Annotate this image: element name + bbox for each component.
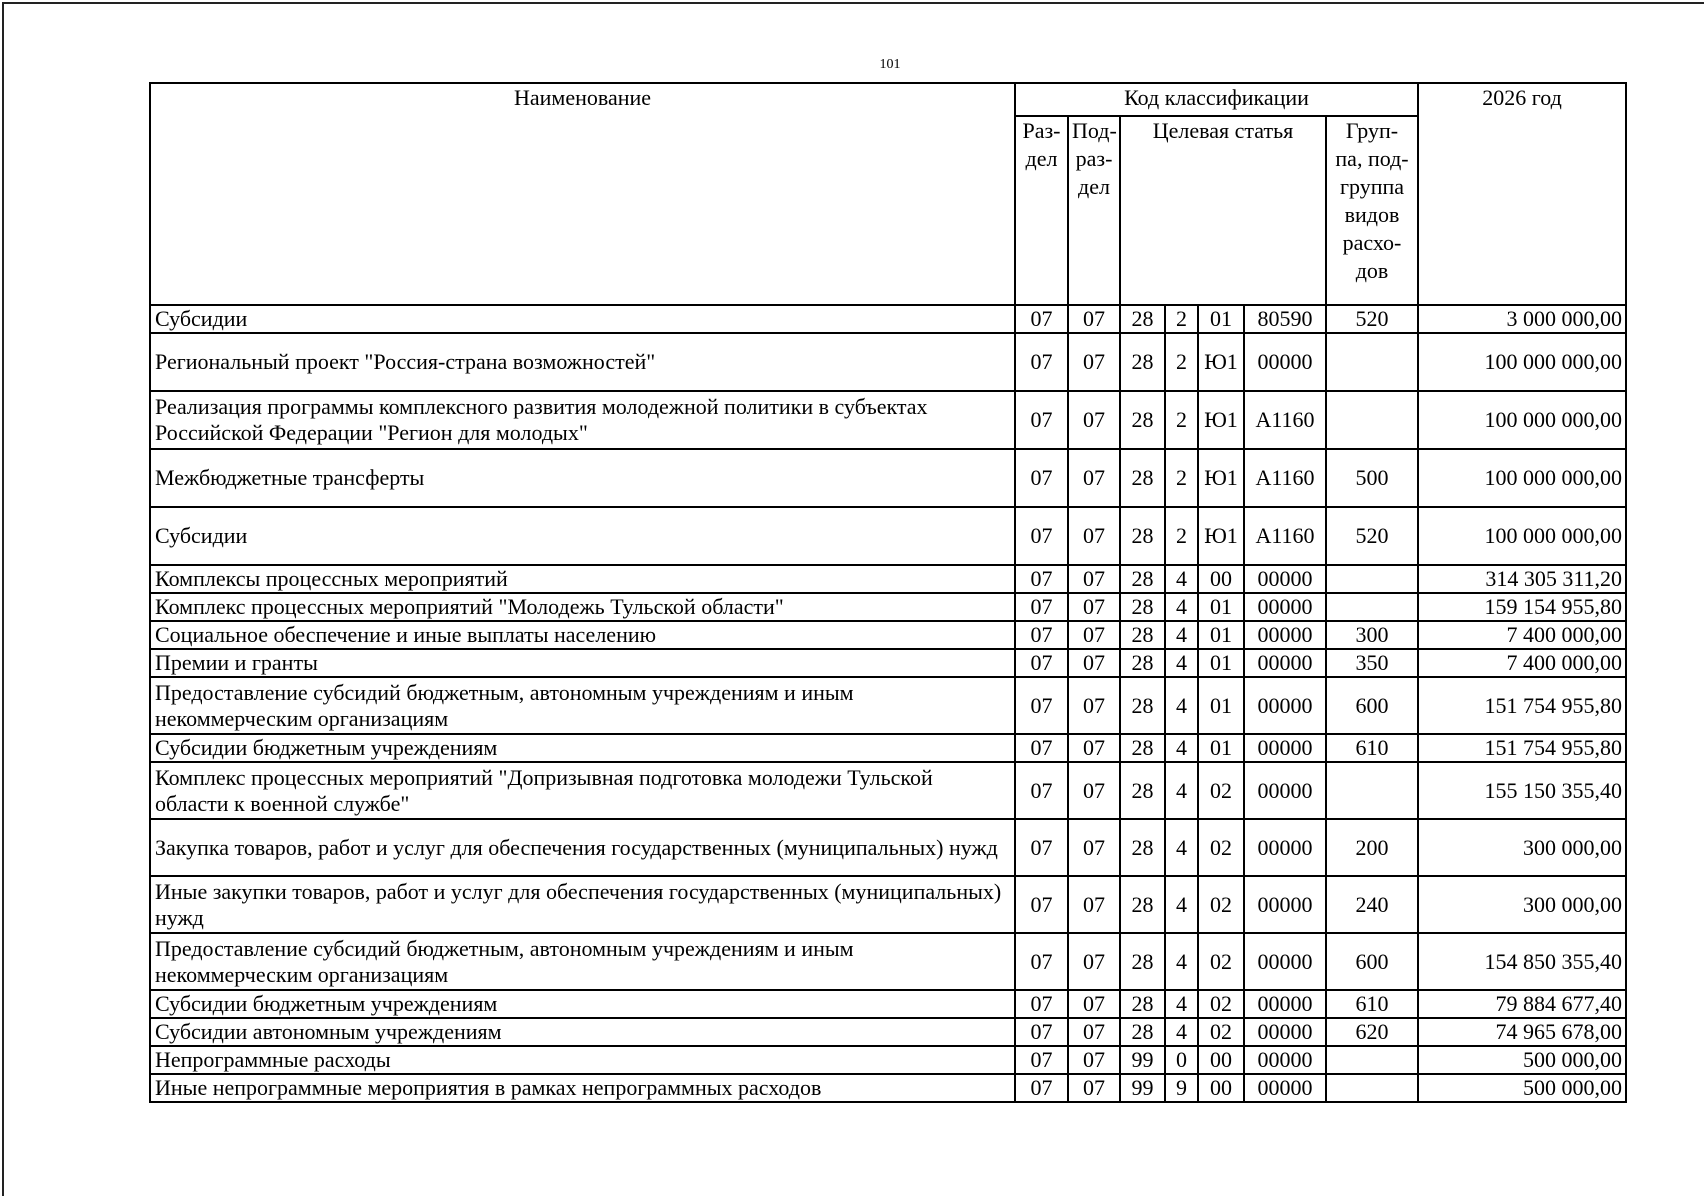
cell-target-type: 4 — [1165, 621, 1198, 649]
table-row — [150, 762, 1626, 819]
cell-subsection: 07 — [1068, 449, 1120, 507]
cell-target-element: 02 — [1198, 990, 1244, 1018]
cell-amount: 155 150 355,40 — [1418, 762, 1626, 819]
cell-name: Субсидии бюджетным учреждениям — [150, 734, 1015, 762]
cell-amount: 500 000,00 — [1418, 1074, 1626, 1102]
cell-target-program: 28 — [1120, 507, 1165, 565]
cell-target-program: 28 — [1120, 649, 1165, 677]
table-row — [150, 333, 1626, 391]
cell-expense-group — [1326, 565, 1418, 593]
cell-target-program: 28 — [1120, 990, 1165, 1018]
cell-expense-group — [1326, 1046, 1418, 1074]
cell-target-type: 2 — [1165, 391, 1198, 449]
cell-target-type: 2 — [1165, 333, 1198, 391]
cell-expense-group — [1326, 391, 1418, 449]
cell-target-element: 00 — [1198, 1046, 1244, 1074]
cell-target-element: Ю1 — [1198, 391, 1244, 449]
cell-section: 07 — [1015, 391, 1068, 449]
cell-subsection: 07 — [1068, 507, 1120, 565]
cell-target-direction: 00000 — [1244, 1018, 1326, 1046]
table-row — [150, 1046, 1626, 1074]
page-number: 101 — [879, 57, 901, 72]
cell-subsection: 07 — [1068, 593, 1120, 621]
header-section: Раз- дел — [1015, 116, 1068, 305]
cell-expense-group: 300 — [1326, 621, 1418, 649]
cell-name: Предоставление субсидий бюджетным, автономным учреждениям и иным некоммерческим организациям — [150, 677, 1015, 734]
cell-subsection: 07 — [1068, 391, 1120, 449]
cell-target-element: 01 — [1198, 734, 1244, 762]
cell-amount: 100 000 000,00 — [1418, 507, 1626, 565]
cell-subsection: 07 — [1068, 305, 1120, 333]
cell-amount: 7 400 000,00 — [1418, 621, 1626, 649]
cell-target-element: 01 — [1198, 593, 1244, 621]
header-code-classification: Код классификации — [1015, 83, 1418, 116]
cell-subsection: 07 — [1068, 734, 1120, 762]
cell-expense-group — [1326, 593, 1418, 621]
cell-target-program: 28 — [1120, 819, 1165, 876]
cell-target-direction: 00000 — [1244, 649, 1326, 677]
cell-target-element: 02 — [1198, 933, 1244, 990]
table-row — [150, 649, 1626, 677]
cell-subsection: 07 — [1068, 762, 1120, 819]
cell-name: Региональный проект "Россия-страна возможностей" — [150, 333, 1015, 391]
cell-name: Комплекс процессных мероприятий "Молодежь Тульской области" — [150, 593, 1015, 621]
cell-target-element: 01 — [1198, 677, 1244, 734]
table-row — [150, 305, 1626, 333]
cell-amount: 100 000 000,00 — [1418, 449, 1626, 507]
cell-name: Субсидии бюджетным учреждениям — [150, 990, 1015, 1018]
header-subsection: Под- раз- дел — [1068, 116, 1120, 305]
cell-target-program: 28 — [1120, 449, 1165, 507]
cell-target-type: 4 — [1165, 762, 1198, 819]
cell-target-type: 4 — [1165, 734, 1198, 762]
cell-section: 07 — [1015, 621, 1068, 649]
table-row — [150, 621, 1626, 649]
cell-name: Межбюджетные трансферты — [150, 449, 1015, 507]
table-row — [150, 819, 1626, 876]
cell-subsection: 07 — [1068, 649, 1120, 677]
cell-expense-group: 600 — [1326, 933, 1418, 990]
cell-name: Социальное обеспечение и иные выплаты населению — [150, 621, 1015, 649]
cell-name: Комплекс процессных мероприятий "Допризывная подготовка молодежи Тульской области к военной службе" — [150, 762, 1015, 819]
cell-target-element: 02 — [1198, 876, 1244, 933]
cell-target-element: 02 — [1198, 819, 1244, 876]
cell-amount: 300 000,00 — [1418, 876, 1626, 933]
cell-amount: 500 000,00 — [1418, 1046, 1626, 1074]
table-row — [150, 593, 1626, 621]
cell-name: Субсидии автономным учреждениям — [150, 1018, 1015, 1046]
cell-target-direction: 00000 — [1244, 677, 1326, 734]
table-header — [150, 83, 1626, 305]
cell-target-type: 4 — [1165, 593, 1198, 621]
cell-amount: 79 884 677,40 — [1418, 990, 1626, 1018]
budget-table — [149, 82, 1627, 1103]
cell-target-element: 02 — [1198, 1018, 1244, 1046]
header-name: Наименование — [150, 83, 1015, 305]
cell-expense-group: 240 — [1326, 876, 1418, 933]
header-year: 2026 год — [1418, 83, 1626, 305]
cell-expense-group: 620 — [1326, 1018, 1418, 1046]
cell-target-direction: А1160 — [1244, 391, 1326, 449]
cell-name: Субсидии — [150, 305, 1015, 333]
cell-target-direction: 00000 — [1244, 565, 1326, 593]
cell-target-program: 28 — [1120, 565, 1165, 593]
cell-subsection: 07 — [1068, 933, 1120, 990]
cell-expense-group — [1326, 762, 1418, 819]
cell-section: 07 — [1015, 333, 1068, 391]
cell-target-direction: 00000 — [1244, 333, 1326, 391]
cell-target-direction: 00000 — [1244, 990, 1326, 1018]
cell-section: 07 — [1015, 1018, 1068, 1046]
cell-target-program: 28 — [1120, 734, 1165, 762]
table-row — [150, 449, 1626, 507]
cell-amount: 151 754 955,80 — [1418, 734, 1626, 762]
cell-subsection: 07 — [1068, 1046, 1120, 1074]
cell-target-program: 28 — [1120, 1018, 1165, 1046]
cell-target-type: 4 — [1165, 933, 1198, 990]
cell-expense-group — [1326, 333, 1418, 391]
cell-target-program: 99 — [1120, 1074, 1165, 1102]
cell-target-program: 99 — [1120, 1046, 1165, 1074]
cell-amount: 100 000 000,00 — [1418, 391, 1626, 449]
cell-section: 07 — [1015, 593, 1068, 621]
cell-target-type: 4 — [1165, 990, 1198, 1018]
cell-subsection: 07 — [1068, 565, 1120, 593]
cell-amount: 159 154 955,80 — [1418, 593, 1626, 621]
cell-target-type: 2 — [1165, 507, 1198, 565]
cell-amount: 300 000,00 — [1418, 819, 1626, 876]
cell-target-type: 0 — [1165, 1046, 1198, 1074]
cell-target-type: 2 — [1165, 449, 1198, 507]
cell-section: 07 — [1015, 565, 1068, 593]
cell-section: 07 — [1015, 876, 1068, 933]
cell-target-program: 28 — [1120, 933, 1165, 990]
cell-name: Закупка товаров, работ и услуг для обеспечения государственных (муниципальных) нужд — [150, 819, 1015, 876]
cell-expense-group: 520 — [1326, 507, 1418, 565]
cell-target-direction: 00000 — [1244, 593, 1326, 621]
cell-target-type: 4 — [1165, 819, 1198, 876]
cell-target-type: 4 — [1165, 876, 1198, 933]
cell-name: Иные непрограммные мероприятия в рамках непрограммных расходов — [150, 1074, 1015, 1102]
table-row — [150, 876, 1626, 933]
cell-target-element: 01 — [1198, 621, 1244, 649]
cell-section: 07 — [1015, 1046, 1068, 1074]
table-row — [150, 1074, 1626, 1102]
cell-target-type: 4 — [1165, 1018, 1198, 1046]
cell-target-program: 28 — [1120, 762, 1165, 819]
cell-target-element: Ю1 — [1198, 507, 1244, 565]
table-row — [150, 565, 1626, 593]
cell-subsection: 07 — [1068, 876, 1120, 933]
cell-amount: 314 305 311,20 — [1418, 565, 1626, 593]
cell-name: Премии и гранты — [150, 649, 1015, 677]
cell-name: Субсидии — [150, 507, 1015, 565]
table-row — [150, 933, 1626, 990]
cell-section: 07 — [1015, 933, 1068, 990]
cell-name: Реализация программы комплексного развития молодежной политики в субъектах Российской Федерации "Регион для молодых" — [150, 391, 1015, 449]
cell-target-element: 00 — [1198, 565, 1244, 593]
cell-name: Комплексы процессных мероприятий — [150, 565, 1015, 593]
cell-target-direction: 00000 — [1244, 734, 1326, 762]
cell-target-program: 28 — [1120, 593, 1165, 621]
cell-section: 07 — [1015, 762, 1068, 819]
cell-expense-group: 500 — [1326, 449, 1418, 507]
table-row — [150, 507, 1626, 565]
cell-amount: 151 754 955,80 — [1418, 677, 1626, 734]
cell-section: 07 — [1015, 677, 1068, 734]
cell-target-program: 28 — [1120, 677, 1165, 734]
table-body — [150, 305, 1626, 1102]
table-row — [150, 1018, 1626, 1046]
cell-target-direction: 80590 — [1244, 305, 1326, 333]
cell-expense-group: 600 — [1326, 677, 1418, 734]
cell-target-program: 28 — [1120, 305, 1165, 333]
cell-target-program: 28 — [1120, 876, 1165, 933]
cell-target-program: 28 — [1120, 391, 1165, 449]
cell-subsection: 07 — [1068, 677, 1120, 734]
cell-amount: 154 850 355,40 — [1418, 933, 1626, 990]
cell-expense-group: 520 — [1326, 305, 1418, 333]
cell-target-direction: 00000 — [1244, 819, 1326, 876]
cell-section: 07 — [1015, 507, 1068, 565]
cell-amount: 7 400 000,00 — [1418, 649, 1626, 677]
cell-target-direction: А1160 — [1244, 507, 1326, 565]
cell-target-direction: 00000 — [1244, 933, 1326, 990]
cell-target-element: 02 — [1198, 762, 1244, 819]
cell-target-type: 4 — [1165, 565, 1198, 593]
cell-target-element: Ю1 — [1198, 449, 1244, 507]
header-target-article: Целевая статья — [1120, 116, 1326, 305]
cell-target-type: 2 — [1165, 305, 1198, 333]
table-row — [150, 391, 1626, 449]
cell-section: 07 — [1015, 649, 1068, 677]
cell-name: Предоставление субсидий бюджетным, автономным учреждениям и иным некоммерческим организациям — [150, 933, 1015, 990]
cell-subsection: 07 — [1068, 621, 1120, 649]
cell-amount: 3 000 000,00 — [1418, 305, 1626, 333]
cell-target-type: 9 — [1165, 1074, 1198, 1102]
cell-amount: 100 000 000,00 — [1418, 333, 1626, 391]
cell-expense-group: 610 — [1326, 734, 1418, 762]
header-expense-group: Груп- па, под- группа видов расхо- дов — [1326, 116, 1418, 305]
cell-target-type: 4 — [1165, 677, 1198, 734]
cell-expense-group — [1326, 1074, 1418, 1102]
cell-target-direction: 00000 — [1244, 621, 1326, 649]
cell-section: 07 — [1015, 734, 1068, 762]
cell-name: Непрограммные расходы — [150, 1046, 1015, 1074]
cell-target-direction: 00000 — [1244, 1074, 1326, 1102]
cell-target-element: 00 — [1198, 1074, 1244, 1102]
cell-target-direction: А1160 — [1244, 449, 1326, 507]
cell-target-element: 01 — [1198, 305, 1244, 333]
cell-expense-group: 200 — [1326, 819, 1418, 876]
cell-name: Иные закупки товаров, работ и услуг для обеспечения государственных (муниципальных) нужд — [150, 876, 1015, 933]
cell-target-type: 4 — [1165, 649, 1198, 677]
cell-target-direction: 00000 — [1244, 1046, 1326, 1074]
cell-section: 07 — [1015, 819, 1068, 876]
cell-amount: 74 965 678,00 — [1418, 1018, 1626, 1046]
cell-subsection: 07 — [1068, 333, 1120, 391]
cell-section: 07 — [1015, 990, 1068, 1018]
cell-subsection: 07 — [1068, 990, 1120, 1018]
table-row — [150, 734, 1626, 762]
cell-subsection: 07 — [1068, 819, 1120, 876]
cell-target-program: 28 — [1120, 333, 1165, 391]
cell-target-element: 01 — [1198, 649, 1244, 677]
cell-section: 07 — [1015, 1074, 1068, 1102]
cell-target-element: Ю1 — [1198, 333, 1244, 391]
cell-expense-group: 350 — [1326, 649, 1418, 677]
cell-section: 07 — [1015, 305, 1068, 333]
cell-subsection: 07 — [1068, 1074, 1120, 1102]
cell-section: 07 — [1015, 449, 1068, 507]
table-row — [150, 677, 1626, 734]
cell-target-direction: 00000 — [1244, 762, 1326, 819]
cell-expense-group: 610 — [1326, 990, 1418, 1018]
cell-target-program: 28 — [1120, 621, 1165, 649]
table-row — [150, 990, 1626, 1018]
cell-subsection: 07 — [1068, 1018, 1120, 1046]
cell-target-direction: 00000 — [1244, 876, 1326, 933]
